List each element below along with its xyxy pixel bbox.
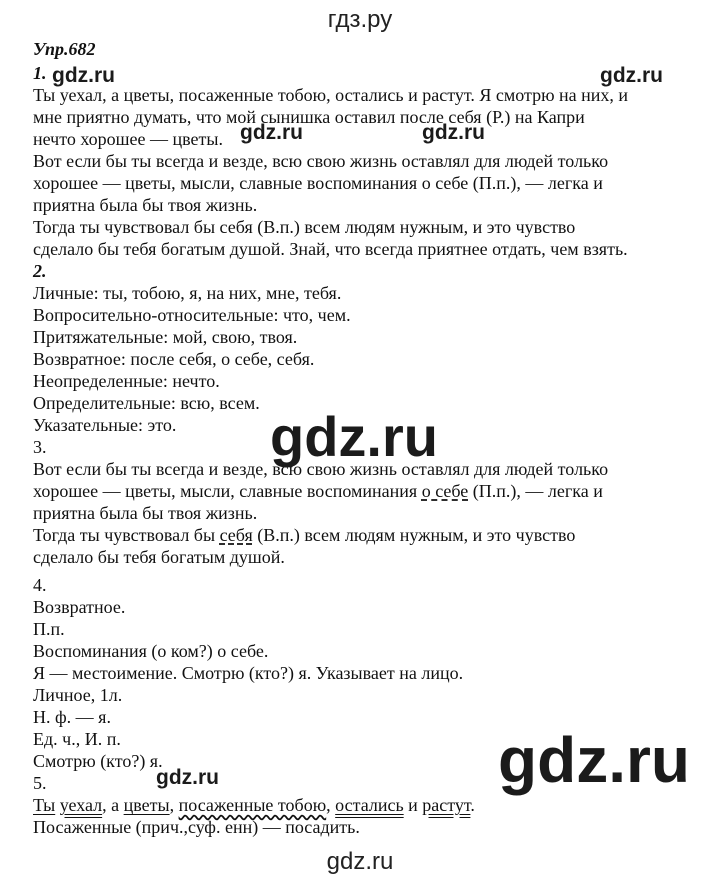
watermark: gdz.ru <box>422 121 485 144</box>
underlined-word: себя <box>219 525 253 545</box>
text-line: П.п. <box>33 619 65 639</box>
text-fragment: , <box>169 795 179 815</box>
predicate-word: уехал <box>59 795 103 815</box>
text-fragment: . <box>470 795 475 815</box>
section-4-label: 4. <box>33 575 47 595</box>
section-3-label: 3. <box>33 437 47 457</box>
section-5-label: 5. <box>33 773 47 793</box>
text-line: Возвратное. <box>33 597 126 617</box>
text-line: Воспоминания (о ком?) о себе. <box>33 641 269 661</box>
subject-word: Ты <box>33 795 56 815</box>
text-line: Посаженные (прич.,суф. енн) — посадить. <box>33 817 360 837</box>
watermark: gdz.ru <box>600 64 663 87</box>
text-fragment: , а <box>102 795 124 815</box>
text-line: Ед. ч., И. п. <box>33 729 121 749</box>
watermark: gdz.ru <box>156 766 219 789</box>
text-fragment: (П.п.), — легка и <box>468 481 603 501</box>
text-line: Возвратное: после себя, о себе, себя. <box>33 349 315 369</box>
underlined-word: о себе <box>421 481 469 501</box>
text-fragment: Тогда ты чувствовал бы <box>33 525 220 545</box>
text-line: Смотрю (кто?) я. <box>33 751 163 771</box>
text-line: сделало бы тебя богатым душой. Знай, что всегда приятнее отдать, чем взять. <box>33 239 628 259</box>
text-line: Я — местоимение. Смотрю (кто?) я. Указывает на лицо. <box>33 663 464 683</box>
text-line: Личное, 1л. <box>33 685 123 705</box>
text-fragment: и <box>403 795 423 815</box>
subject-word: цветы <box>123 795 170 815</box>
watermark: gdz.ru <box>52 64 115 87</box>
text-line: Н. ф. — я. <box>33 707 111 727</box>
watermark: gdz.ru <box>270 405 438 468</box>
text-fragment: , <box>326 795 336 815</box>
exercise-title: Упр.682 <box>33 39 96 59</box>
text-line <box>33 524 608 546</box>
text-line: Притяжательные: мой, свою, твоя. <box>33 327 298 347</box>
text-line: Тогда ты чувствовал бы себя (В.п.) всем людям нужным, и это чувство <box>33 217 576 237</box>
predicate-word: остались <box>335 795 404 815</box>
text-fragment: хорошее — цветы, мысли, славные воспоминания <box>33 481 422 501</box>
text-fragment: (В.п.) всем людям нужным, и это чувство <box>252 525 576 545</box>
watermark: gdz.ru <box>240 121 303 144</box>
text-line: Неопределенные: нечто. <box>33 371 220 391</box>
text-line <box>33 480 608 502</box>
section-5 <box>33 772 475 838</box>
text-line: Вопросительно-относительные: что, чем. <box>33 305 351 325</box>
text-line: сделало бы тебя богатым душой. <box>33 547 285 567</box>
text-line: Вот если бы ты всегда и везде, всю свою жизнь оставлял для людей только <box>33 151 609 171</box>
section-1-label: 1. <box>33 63 47 83</box>
predicate-word: растут <box>422 795 471 815</box>
text-line: Ты уехал, а цветы, посаженные тобою, остались и растут. Я смотрю на них, и <box>33 85 629 105</box>
text-line: Указательные: это. <box>33 415 177 435</box>
text-line: Личные: ты, тобою, я, на них, мне, тебя. <box>33 283 342 303</box>
participle-phrase: посаженные тобою <box>178 795 327 815</box>
text-line: приятна была бы твоя жизнь. <box>33 195 258 215</box>
text-line: нечто хорошее — цветы. <box>33 129 223 149</box>
text-line: хорошее — цветы, мысли, славные воспоминания о себе (П.п.), — легка и <box>33 173 603 193</box>
section-4 <box>33 574 463 772</box>
text-line: приятна была бы твоя жизнь. <box>33 503 258 523</box>
text-line: Определительные: всю, всем. <box>33 393 260 413</box>
parsed-sentence <box>33 794 475 816</box>
section-1 <box>33 62 628 260</box>
text-line: Вот если бы ты всегда и везде, всю свою жизнь оставлял для людей только <box>33 459 609 479</box>
watermark: gdz.ru <box>498 724 690 796</box>
text-line: мне приятно думать, что мой сынишка оставил после себя (Р.) на Капри <box>33 107 585 127</box>
site-footer: gdz.ru <box>326 848 394 875</box>
section-2-label: 2. <box>33 261 47 281</box>
site-header: гдз.ру <box>327 6 393 33</box>
